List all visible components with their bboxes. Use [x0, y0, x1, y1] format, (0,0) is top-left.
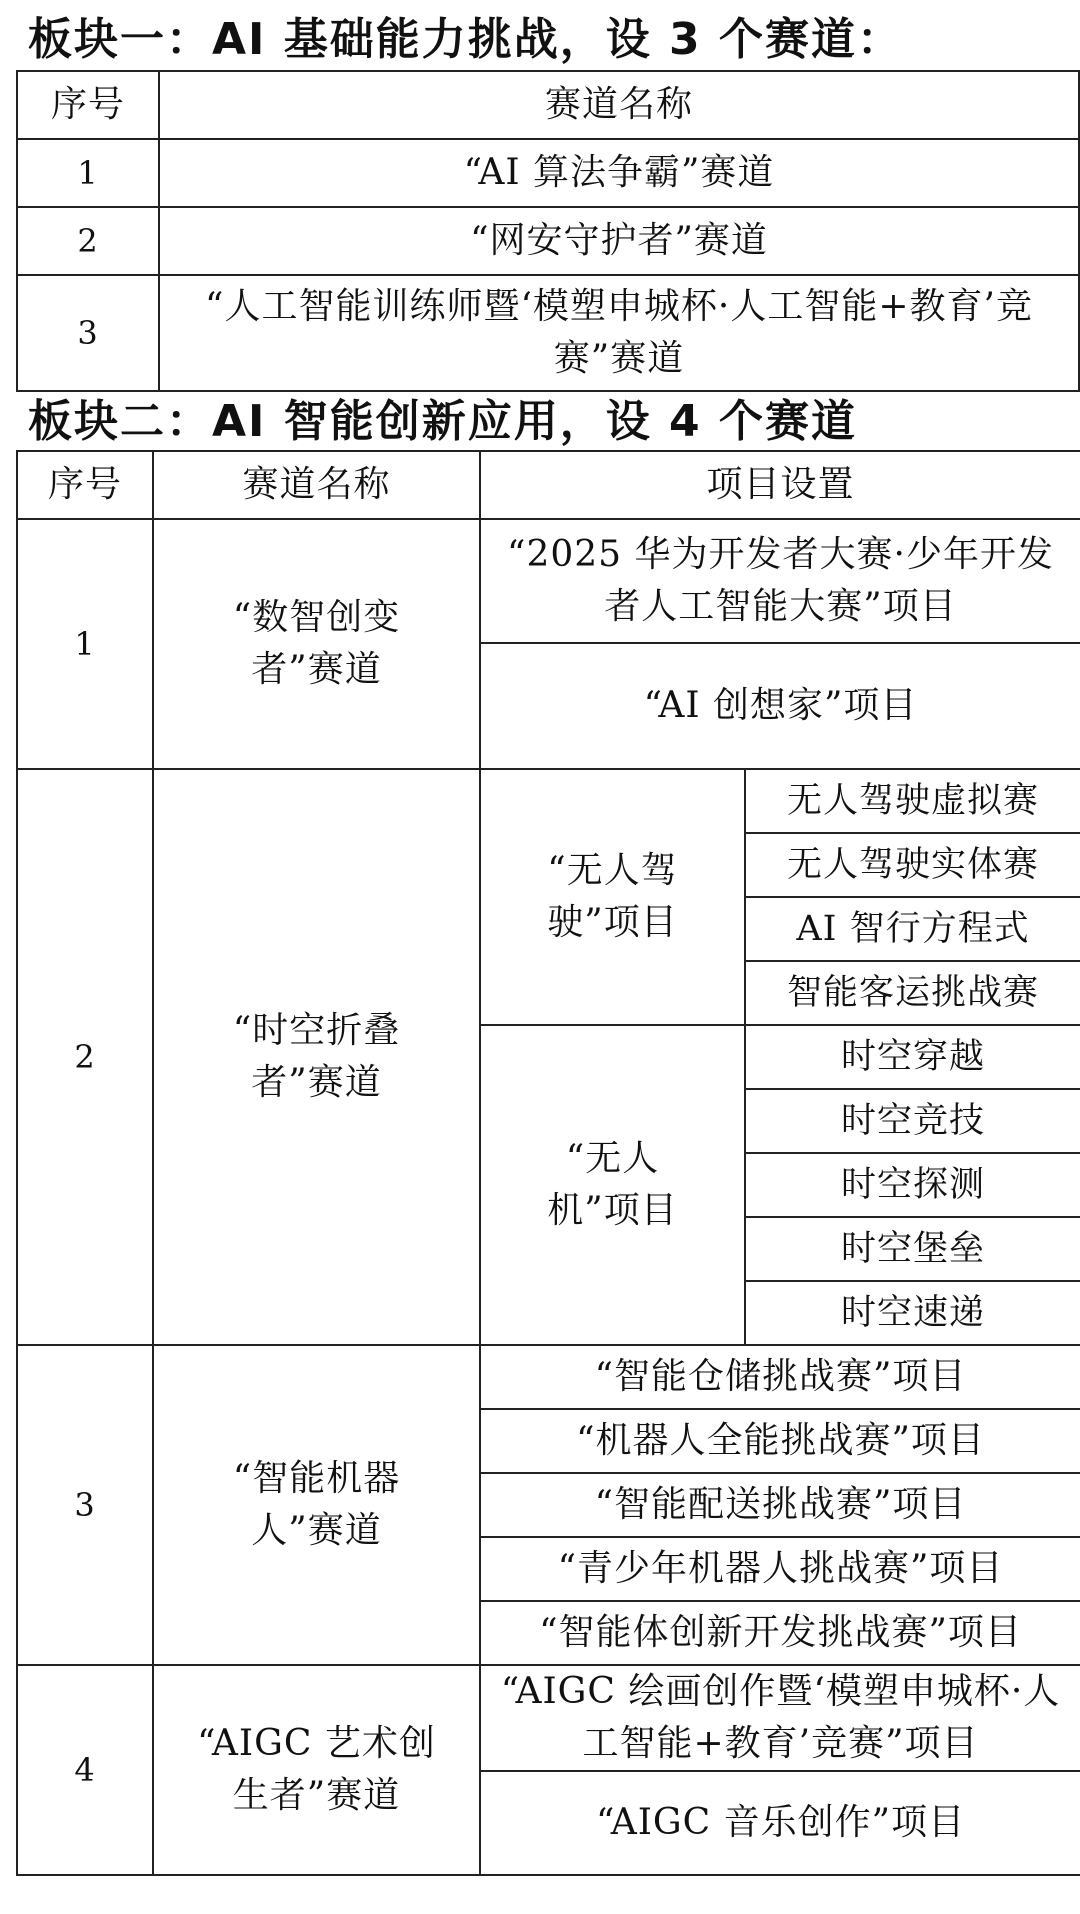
project-group-name: “无人机”项目 — [480, 1025, 745, 1345]
table-row — [17, 207, 1079, 275]
table-row — [17, 1665, 1080, 1771]
track-seq: 3 — [17, 1345, 153, 1665]
track-seq: 1 — [17, 519, 153, 769]
table-header-row — [17, 71, 1079, 139]
project-cell: “青少年机器人挑战赛”项目 — [480, 1537, 1080, 1601]
project-cell: “AI 创想家”项目 — [480, 643, 1080, 769]
row-track-name: “人工智能训练师暨‘模塑申城杯·人工智能+教育’竞赛”赛道 — [159, 275, 1079, 391]
sub-event: 无人驾驶虚拟赛 — [745, 769, 1080, 833]
row-seq: 1 — [17, 139, 159, 207]
sub-event: 时空堡垒 — [745, 1217, 1080, 1281]
col-header-project: 项目设置 — [480, 451, 1080, 519]
project-group-name: “无人驾驶”项目 — [480, 769, 745, 1025]
track-seq: 2 — [17, 769, 153, 1345]
row-seq: 3 — [17, 275, 159, 391]
project-cell: “AIGC 音乐创作”项目 — [480, 1771, 1080, 1875]
table-row — [17, 769, 1080, 833]
table-row — [17, 519, 1080, 643]
table-row — [17, 1345, 1080, 1409]
row-seq: 2 — [17, 207, 159, 275]
track-name: “数智创变者”赛道 — [153, 519, 480, 769]
section2-heading: 板块二：AI 智能创新应用，设 4 个赛道 — [28, 396, 857, 447]
section1-heading: 板块一：AI 基础能力挑战，设 3 个赛道： — [28, 14, 903, 65]
sub-event: 时空穿越 — [745, 1025, 1080, 1089]
sub-event: 时空探测 — [745, 1153, 1080, 1217]
row-track-name: “网安守护者”赛道 — [159, 207, 1079, 275]
project-cell: “智能仓储挑战赛”项目 — [480, 1345, 1080, 1409]
track-seq: 4 — [17, 1665, 153, 1875]
section1-table — [16, 70, 1080, 392]
table-row — [17, 139, 1079, 207]
track-name: “智能机器人”赛道 — [153, 1345, 480, 1665]
track-name: “时空折叠者”赛道 — [153, 769, 480, 1345]
col-header-track-name: 赛道名称 — [153, 451, 480, 519]
sub-event: 时空竞技 — [745, 1089, 1080, 1153]
project-cell: “AIGC 绘画创作暨‘模塑申城杯·人工智能+教育’竞赛”项目 — [480, 1665, 1080, 1771]
col-header-seq: 序号 — [17, 71, 159, 139]
sub-event: 智能客运挑战赛 — [745, 961, 1080, 1025]
project-cell: “2025 华为开发者大赛·少年开发者人工智能大赛”项目 — [480, 519, 1080, 643]
sub-event: 时空速递 — [745, 1281, 1080, 1345]
col-header-seq: 序号 — [17, 451, 153, 519]
project-cell: “智能配送挑战赛”项目 — [480, 1473, 1080, 1537]
row-track-name: “AI 算法争霸”赛道 — [159, 139, 1079, 207]
sub-event: 无人驾驶实体赛 — [745, 833, 1080, 897]
col-header-track-name: 赛道名称 — [159, 71, 1079, 139]
sub-event: AI 智行方程式 — [745, 897, 1080, 961]
project-cell: “智能体创新开发挑战赛”项目 — [480, 1601, 1080, 1665]
track-name: “AIGC 艺术创生者”赛道 — [153, 1665, 480, 1875]
table-row — [17, 275, 1079, 391]
table-header-row — [17, 451, 1080, 519]
section2-table — [16, 450, 1080, 1876]
project-cell: “机器人全能挑战赛”项目 — [480, 1409, 1080, 1473]
